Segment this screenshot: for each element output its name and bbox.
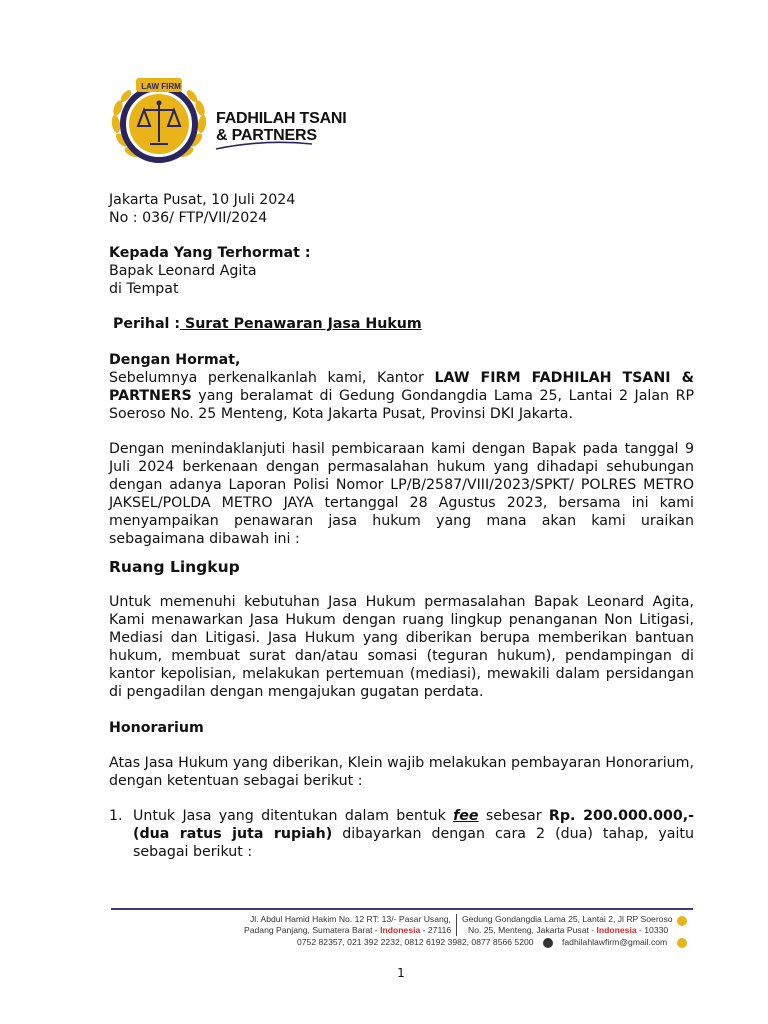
footer-right-line2a: No. 25, Menteng, Jakarta Pusat -: [468, 925, 597, 935]
honorarium-heading: Honorarium: [109, 720, 204, 736]
intro-text-end: yang beralamat di Gedung Gondangdia Lama 25, Lantai 2 Jalan RP Soeroso No. 25 Menteng, Kota Jakarta Pusat, Provinsi DKI Jakarta.: [109, 388, 694, 422]
footer-email: fadhilahlawfirm@gmail.com: [562, 937, 668, 947]
follow-up-paragraph: Dengan menindaklanjuti hasil pembicaraan kami dengan Bapak pada tanggal 9 Juli 2024 berkenaan dengan permasalahan hukum yang dihadapi sehubungan dengan adanya Laporan Polisi Nomor LP/B/2587/VIII/2023/SPKT/ POLRES METRO JAKSEL/POLDA METRO JAYA tertanggal 28 Agustus 2023, bersama ini kami menyampaikan penawaran jasa hukum yang mana akan kami uraikan sebagaimana dibawah ini :: [109, 441, 694, 547]
recipient-place: di Tempat: [109, 281, 179, 297]
scope-paragraph: Untuk memenuhi kebutuhan Jasa Hukum permasalahan Bapak Leonard Agita, Kami menawarkan Jasa Hukum dengan ruang lingkup penanganan Non Litigasi, Mediasi dan Litigasi. Jasa Hukum yang diberikan berupa memberikan bantuan hukum, membuat surat dan/atau somasi (teguran hukum), pendampingan di kantor kepolisian, melakukan pertemuan (mediasi), mewakili dalam persidangan di pengadilan dengan mengajukan gugatan perdata.: [109, 594, 694, 700]
fee-text-1: Untuk Jasa yang ditentukan dalam bentuk: [133, 808, 454, 824]
scope-heading: Ruang Lingkup: [109, 558, 240, 576]
subject-text: Surat Penawaran Jasa Hukum: [180, 316, 422, 332]
subject-label: Perihal :: [113, 316, 181, 332]
list-number: 1.: [109, 808, 123, 824]
footer-right-postcode: - 10330: [636, 925, 669, 935]
footer-separator: [456, 914, 457, 936]
footer-divider: [111, 908, 693, 910]
footer-address-right: [462, 914, 673, 925]
fee-list-item: [109, 807, 694, 861]
swoosh-decoration-icon: [214, 141, 314, 151]
footer-right-country: Indonesia: [596, 925, 637, 935]
footer-left-line2a: Padang Panjang, Sumatera Barat -: [244, 925, 381, 935]
firm-name-line1: FADHILAH TSANI: [216, 110, 347, 127]
firm-name: [216, 110, 347, 144]
footer-address-left-2: [244, 925, 451, 936]
fee-text-3: dibayarkan dengan cara 2 (dua) tahap, yaitu sebagai berikut :: [133, 826, 694, 860]
fee-word: fee: [453, 808, 479, 824]
recipient-name: Bapak Leonard Agita: [109, 263, 257, 279]
location-pin-icon: [677, 916, 687, 926]
email-icon: [677, 938, 687, 948]
phone-icon: [543, 938, 553, 948]
footer-right-line1: Gedung Gondangdia Lama 25, Lantai 2, Jl RP Soeroso: [462, 914, 673, 924]
page-number: 1: [397, 966, 405, 980]
letter-date: Jakarta Pusat, 10 Juli 2024: [109, 192, 296, 208]
footer-left-postcode: - 27116: [420, 925, 452, 935]
greeting: Dengan Hormat,: [109, 352, 241, 368]
recipient-salutation: Kepada Yang Terhormat :: [109, 245, 311, 261]
logo-banner-label: LAW FIRM: [141, 82, 181, 91]
fee-text-2: sebesar: [478, 808, 549, 824]
letter-number: No : 036/ FTP/VII/2024: [109, 210, 268, 226]
intro-paragraph: [109, 369, 694, 423]
footer-left-line1: Jl. Abdul Hamid Hakim No. 12 RT: 13/- Pasar Usang,: [250, 914, 451, 924]
fee-item-text: [133, 807, 694, 861]
firm-name-line2: & PARTNERS: [216, 127, 317, 144]
subject-line: [113, 315, 422, 333]
firm-name-bold: LAW FIRM FADHILAH TSANI & PARTNERS: [109, 370, 694, 404]
footer-address-left: [250, 914, 451, 925]
honorarium-intro: Atas Jasa Hukum yang diberikan, Klein wajib melakukan pembayaran Honorarium, dengan ketentuan sebagai berikut :: [109, 755, 694, 789]
fee-amount: Rp. 200.000.000,- (dua ratus juta rupiah): [133, 808, 694, 842]
footer-phones: 0752 82357, 021 392 2232, 0812 6192 3982, 0877 8566 5200: [297, 937, 534, 947]
footer-address-right-2: [468, 925, 668, 936]
footer-left-country: Indonesia: [380, 925, 421, 935]
intro-text-start: Sebelumnya perkenalkanlah kami, Kantor: [109, 370, 435, 386]
